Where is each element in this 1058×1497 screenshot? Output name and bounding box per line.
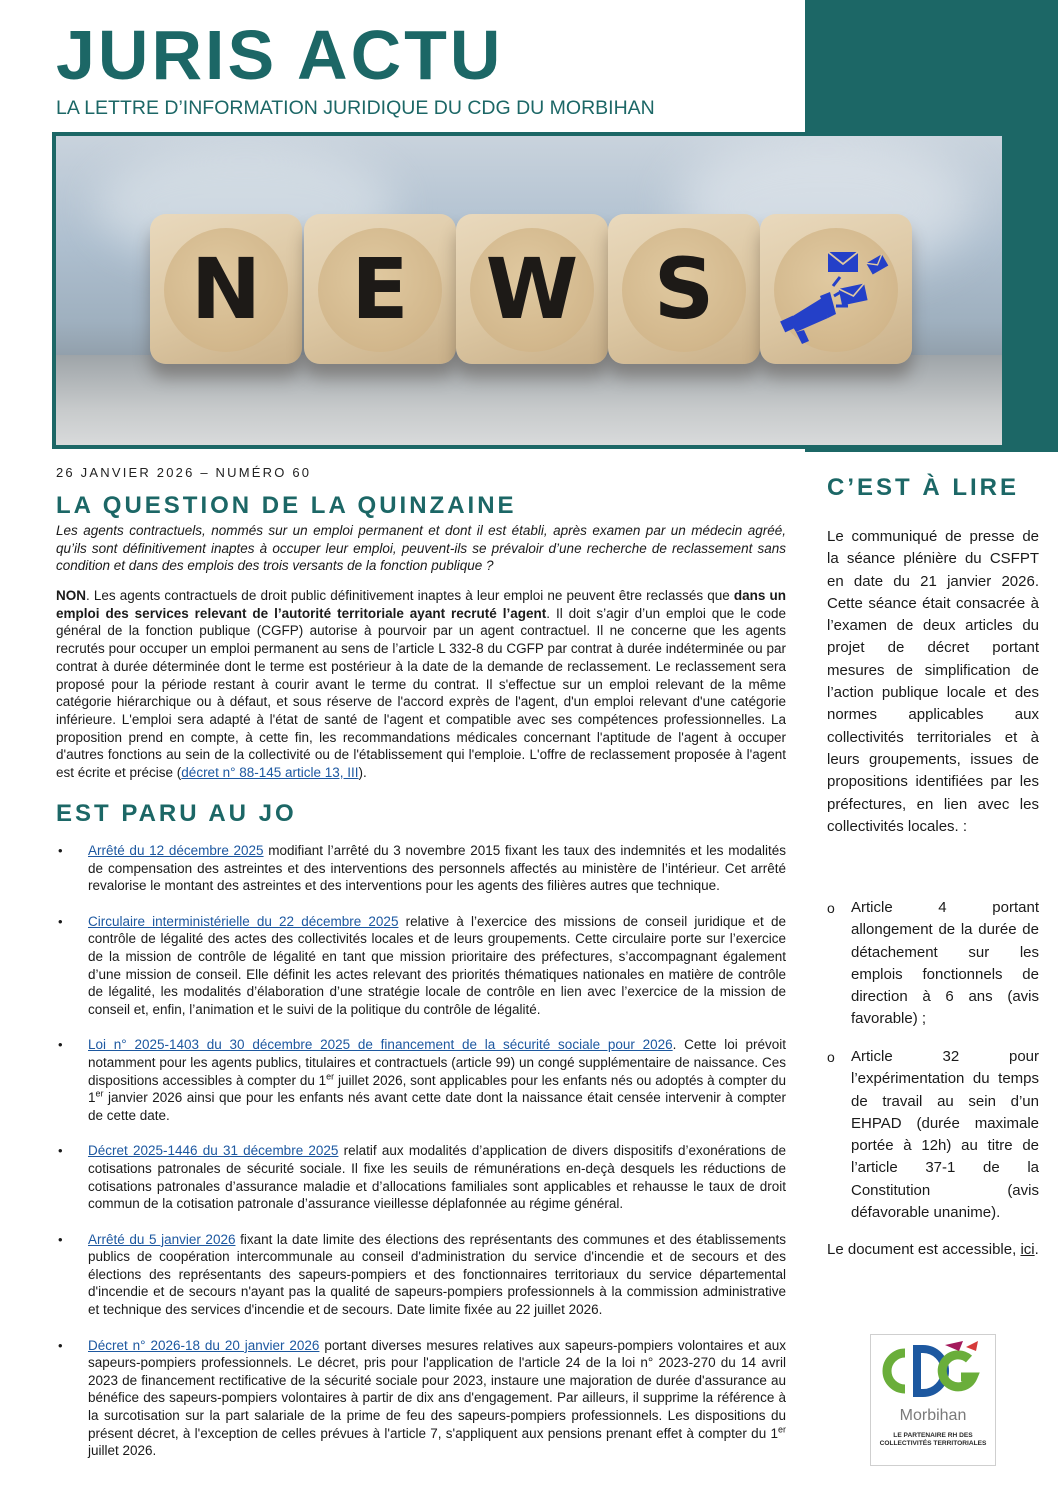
sidebar-heading: C’EST À LIRE <box>827 474 1020 501</box>
question-heading: LA QUESTION DE LA QUINZAINE <box>56 492 517 519</box>
jo-link[interactable]: Décret 2025-1446 du 31 décembre 2025 <box>88 1143 339 1159</box>
list-item: • Décret 2025-1446 du 31 décembre 2025 relatif aux modalités d’application de divers dispositifs d’exonérations de cotisations patronales de sécurité sociale. Il fixe les seuils de rémunérations en-deçà desquels les réductions de cotisations patronales d’assurance maladie et d’allocations familiales sont applicables et rehausse le taux de droit commun de la cotisation patronale d’assurance vieillesse déplafonnée au régime général. <box>58 1143 786 1212</box>
answer-emphasis: dans un emploi des services relevant de l’autorité territoriale ayant recruté l’agent <box>56 588 786 621</box>
sidebar-bullet: o <box>827 1049 835 1065</box>
issue-date: 26 JANVIER 2026 – NUMÉRO 60 <box>56 465 312 480</box>
jo-link[interactable]: Arrêté du 5 janvier 2026 <box>88 1231 236 1247</box>
logo-tagline: LE PARTENAIRE RH DES COLLECTIVITÉS TERRITORIALES <box>879 1432 987 1447</box>
news-cube-n: N <box>150 214 302 364</box>
sidebar-list-item: Article 32 pour l’expérimentation du temps de travail au sein d’un EHPAD (durée maximale portée à 12h) au titre de l’article 37-1 de la Constitution (avis défavorable unanime). <box>851 1048 1039 1222</box>
list-item: • Circulaire interministérielle du 22 décembre 2025 relative à l’exercice des missions de conseil juridique et de contrôle de légalité des actes des collectivités locales et de leurs groupements. Cette circulaire porte sur l’exercice de la mission de contrôle de légalité en tant que mission prioritaire des préfectures, s’accompagnant également d’une mission de conseil. Elle définit les actes relevant des priorités thématiques nationales en matière de contrôle de légalité, les modalités d’élaboration d’une stratégie locale de contrôle en lien avec l’exercice de la mission de conseil et, enfin, l’animation et le suivi de la politique du contrôle de légalité. <box>58 913 786 1017</box>
jo-link[interactable]: Loi n° 2025-1403 du 30 décembre 2025 de financement de la sécurité sociale pour 2026 <box>88 1037 673 1053</box>
jo-heading: EST PARU AU JO <box>56 800 297 827</box>
answer-lead: NON <box>56 588 86 603</box>
question-text: Les agents contractuels, nommés sur un emploi permanent et dont il est établi, après examen par un médecin agréé, qu’ils sont définitivement inaptes à occuper leur emploi, peuvent-ils se prévaloir d’une recherche de reclassement sans condition et dans des emplois des trois versants de la fonction publique ? <box>56 523 786 574</box>
sidebar-bullet: o <box>827 900 835 916</box>
hero-image <box>52 132 1006 449</box>
sidebar-outro: Le document est accessible, ici. <box>827 1241 1039 1258</box>
news-cube-e: E <box>304 214 456 364</box>
jo-link[interactable]: Décret n° 2026-18 du 20 janvier 2026 <box>88 1337 320 1353</box>
newsletter-title: JURIS ACTU <box>56 16 504 94</box>
sidebar-intro: Le communiqué de presse de la séance plénière du CSFPT en date du 21 janvier 2026. Cette séance était consacrée à l’examen de deux articles du projet de décret portant mesures de simplification de l’action publique locale et des normes applicables aux collectivités territoriales et à leurs groupements, issues de propositions identifiées par les préfectures, en lien avec les collectivités locales. : <box>827 528 1039 835</box>
newsletter-subtitle: LA LETTRE D’INFORMATION JURIDIQUE DU CDG DU MORBIHAN <box>56 97 655 119</box>
answer-text: NON. Les agents contractuels de droit public définitivement inaptes à leur emploi ne peuvent être reclassés que dans un emploi des services relevant de l’autorité territoriale ayant recruté l’agent. Il doit s’agir d’un emploi que le code général de la fonction publique (CGFP) autorise à pourvoir par un agent contractuel. Il ne concerne que les agents recrutés pour occuper un emploi permanent au sens de l’article L 332-8 du CGFP par contrat à durée indéterminée ou par contrat à durée déterminée dont le terme est postérieur à la date de la demande de reclassement. Le reclassement sera proposé pour la période restant à courir avant le terme du contrat. Il s'effectue sur un emploi relevant de la même catégorie hiérarchique ou à défaut, et sous réserve de l'accord exprès de l'agent, d'un emploi relevant d'une catégorie inférieure. L'emploi sera adapté à l'état de santé de l'agent et compatible avec ses compétences professionnelles. La proposition prend en compte, à cette fin, les recommandations médicales concernant l'aptitude de l'agent à occuper d'autres fonctions au sein de la collectivité ou de l'établissement qui l'emploie. L'offre de reclassement proposée à l'agent est écrite et précise (décret n° 88-145 article 13, III). <box>56 588 786 781</box>
megaphone-envelopes-icon <box>760 214 912 364</box>
decree-link[interactable]: décret n° 88-145 article 13, III <box>181 765 359 781</box>
list-item: • Arrêté du 5 janvier 2026 fixant la date limite des élections des représentants des communes et des établissements publics de coopération intercommunale au conseil d'administration du service d'incendie et de secours et des élections des représentants des sapeurs-pompiers et des fonctionnaires territoriaux du service départemental d'incendie et de secours n'ayant pas la qualité de sapeurs-pompiers professionnels à la commission administrative et technique des services d'incendie et de secours. Date limite fixée au 22 juillet 2026. <box>58 1231 786 1318</box>
list-item: • Loi n° 2025-1403 du 30 décembre 2025 de financement de la sécurité sociale pour 2026. Cette loi prévoit notamment pour les agents publics, titulaires et contractuels (article 99) un congé supplémentaire de naissance. Ces dispositions accessibles à compter du 1er juillet 2026, sont applicables pour les enfants nés ou adoptés à compter du 1er janvier 2026 ainsi que pour les enfants nés avant cette date dont la naissance était censée intervenir à compter de cette date. <box>58 1037 786 1123</box>
list-item: • Décret n° 2026-18 du 20 janvier 2026 portant diverses mesures relatives aux sapeurs-pompiers volontaires et aux sapeurs-pompiers professionnels. Le décret, pris pour l'application de l'article 24 de la loi n° 2023-270 du 14 avril 2023 de financement rectificative de la sécurité sociale pour 2023, instaure une majoration de durée d'assurance au bénéfice des sapeurs-pompiers volontaires à partir de dix ans d'engagement. Par ailleurs, il supprime la référence à la surcotisation sur la part salariale de la prime de feu des sapeurs-pompiers professionnels. Les dispositions du présent décret, à l'exception de celles prévues à l'article 7, s'appliquent aux pensions prenant effet à compter du 1er juillet 2026. <box>58 1337 786 1459</box>
document-link[interactable]: ici <box>1020 1241 1035 1258</box>
cdg-logo <box>870 1334 996 1466</box>
cdg-logo-mark <box>871 1335 995 1407</box>
news-cube-s: S <box>608 214 760 364</box>
logo-name: Morbihan <box>899 1407 967 1424</box>
jo-list <box>56 842 786 1478</box>
news-cube-icon <box>760 214 912 364</box>
jo-link[interactable]: Circulaire interministérielle du 22 décembre 2025 <box>88 913 399 929</box>
jo-link[interactable]: Arrêté du 12 décembre 2025 <box>88 843 264 858</box>
news-cube-w: W <box>456 214 608 364</box>
list-item: • Arrêté du 12 décembre 2025 modifiant l’arrêté du 3 novembre 2015 fixant les taux des indemnités et les modalités de compensation des astreintes et des interventions des personnels affectés au ministère de l’intérieur. Cet arrêté revalorise le montant des astreintes et des interventions pour les agents des filières autres que technique. <box>58 843 786 894</box>
sidebar-list-item: Article 4 portant allongement de la durée de détachement sur les emplois fonctionnels de direction à 6 ans (avis favorable) ; <box>851 899 1039 1028</box>
